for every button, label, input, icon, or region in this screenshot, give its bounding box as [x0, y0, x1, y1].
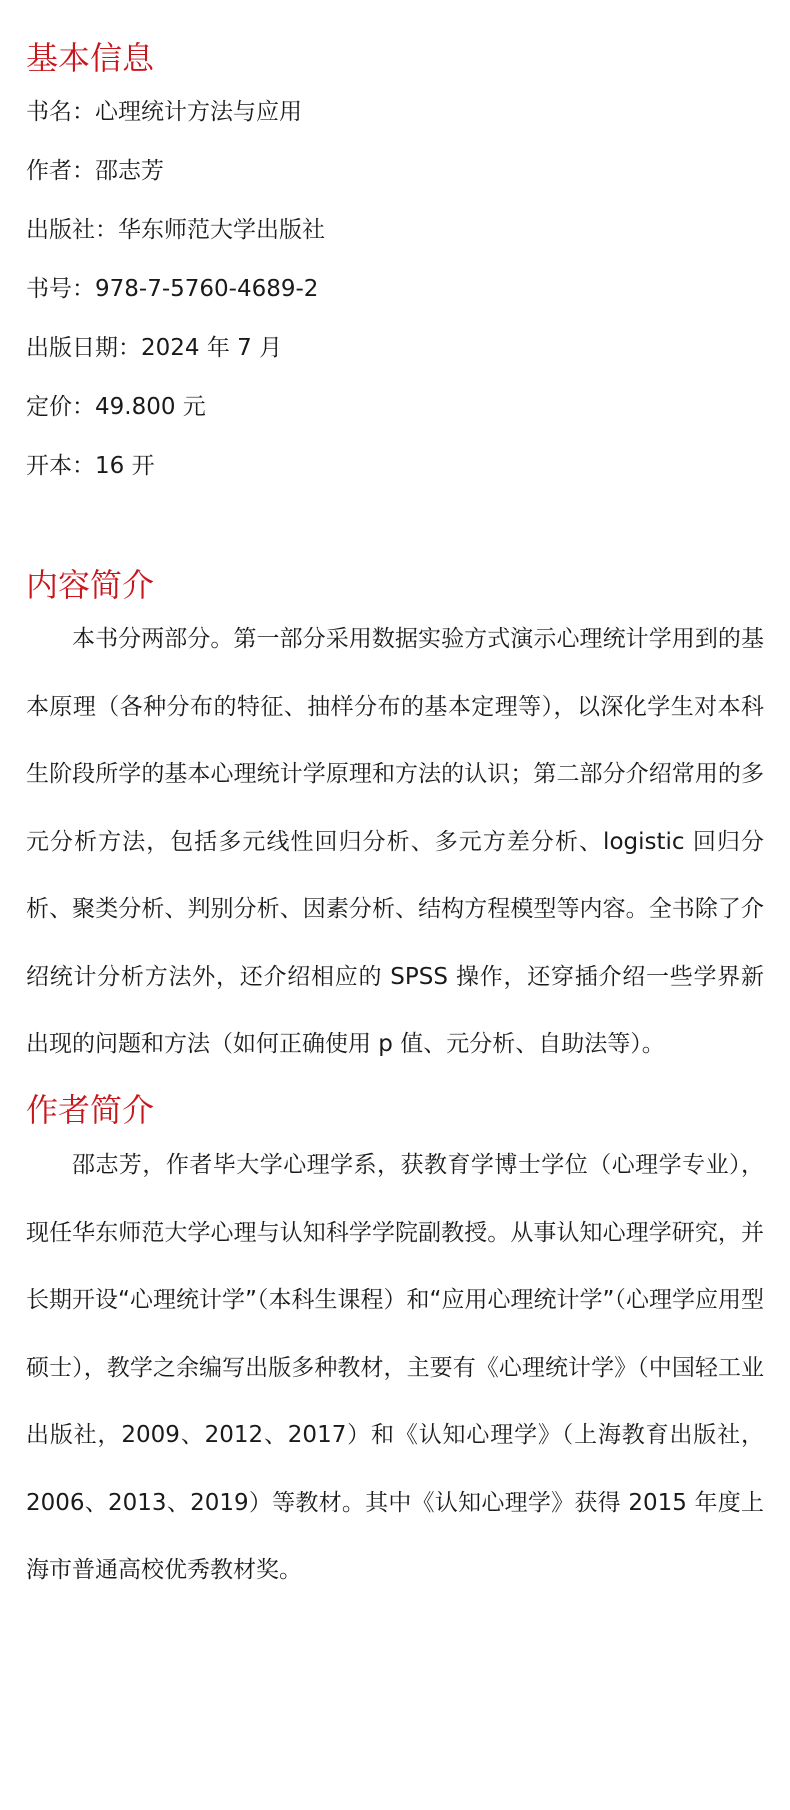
content-intro-text: 本书分两部分。第一部分采用数据实验方式演示心理统计学用到的基本原理（各种分布的特征、抽样分布的基本定理等），以深化学生对本科生阶段所学的基本心理统计学原理和方法的认识；第二部分介绍常用的多元分析方法，包括多元线性回归分析、多元方差分析、logistic 回归分析、聚类分析、判别分析、因素分析、结构方程模型等内容。全书除了介绍统计分析方法外，还介绍相应的 SPSS 操作，还穿插介绍一些学界新出现的问题和方法（如何正确使用 p 值、元分析、自助法等）。: [26, 626, 764, 1057]
info-value: 邵志芳: [95, 158, 164, 184]
info-label: 出版社：: [26, 217, 118, 243]
info-label: 定价：: [26, 394, 95, 420]
info-line-author: [26, 156, 164, 186]
info-line-title: [26, 97, 302, 127]
info-line-price: [26, 392, 206, 422]
info-line-isbn: [26, 274, 318, 304]
info-label: 出版日期：: [26, 335, 141, 361]
basic-info-heading: 基本信息: [26, 39, 155, 77]
info-label: 作者：: [26, 158, 95, 184]
info-label: 书名：: [26, 99, 95, 125]
info-line-publisher: [26, 215, 325, 245]
info-value: 16 开: [95, 453, 155, 479]
author-intro-text: 邵志芳，作者毕大学心理学系，获教育学博士学位（心理学专业），现任华东师范大学心理与认知科学学院副教授。从事认知心理学研究，并长期开设“心理统计学”（本科生课程）和“应用心理统计学”（心理学应用型硕士），教学之余编写出版多种教材，主要有《心理统计学》（中国轻工业出版社，2009、2012、2017）和《认知心理学》（上海教育出版社，2006、2013、2019）等教材。其中《认知心理学》获得 2015 年度上海市普通高校优秀教材奖。: [26, 1152, 764, 1583]
info-line-format: [26, 451, 155, 481]
info-value: 2024 年 7 月: [141, 335, 283, 361]
info-line-pub-date: [26, 333, 282, 363]
info-value: 心理统计方法与应用: [95, 99, 302, 125]
info-label: 书号：: [26, 276, 95, 302]
author-intro-heading: 作者简介: [26, 1091, 155, 1129]
content-intro-heading: 内容简介: [26, 566, 155, 604]
info-value: 978-7-5760-4689-2: [95, 276, 319, 302]
info-value: 49.800 元: [95, 394, 206, 420]
info-label: 开本：: [26, 453, 95, 479]
info-value: 华东师范大学出版社: [118, 217, 325, 243]
